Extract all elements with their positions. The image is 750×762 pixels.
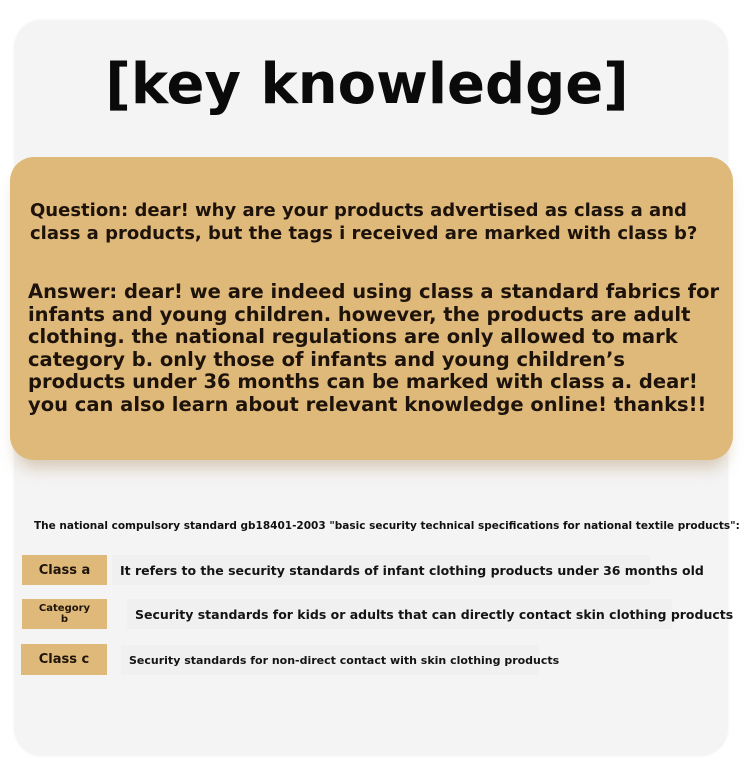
answer-text: Answer: dear! we are indeed using class a standard fabrics for infants and young children. however, the products are adult clothing. the national regulations are only allowed to mark category b. only those of infants and young children’s products under 36 months can be marked with class a. dear! you can also learn about relevant knowledge online! thanks!! <box>28 280 720 416</box>
category-b-description: Security standards for kids or adults that can directly contact skin clothing products <box>127 599 672 629</box>
class-c-description: Security standards for non-direct contact with skin clothing products <box>121 645 539 675</box>
category-b-label: Category b <box>22 599 107 629</box>
class-c-label: Class c <box>21 644 107 675</box>
class-a-label: Class a <box>22 555 107 585</box>
page-title: [key knowledge] <box>105 52 629 117</box>
standard-note: The national compulsory standard gb18401-2003 "basic security technical specifications for national textile products": <box>34 520 740 532</box>
class-a-description: It refers to the security standards of infant clothing products under 36 months old <box>112 555 650 585</box>
question-text: Question: dear! why are your products advertised as class a and class a products, but the tags i received are marked with class b? <box>30 200 698 244</box>
qa-panel <box>10 157 733 460</box>
